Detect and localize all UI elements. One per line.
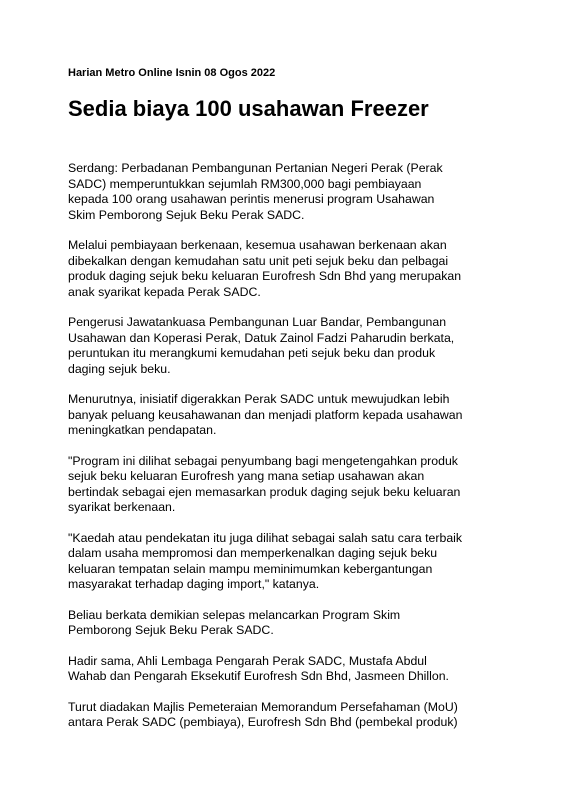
article-paragraph-3: Pengerusi Jawatankuasa Pembangunan Luar Bandar, Pembangunan Usahawan dan Koperasi Perak, Datuk Zainol Fadzi Paharudin berkata, peruntukan itu merangkumi kemudahan peti sejuk beku dan produk daging sejuk beku. [68,315,455,376]
article-paragraph-4: Menurutnya, inisiatif digerakkan Perak SADC untuk mewujudkan lebih banyak peluang keusahawanan dan menjadi platform kepada usahawan meningkatkan pendapatan. [68,392,463,437]
article-paragraph-1: Serdang: Perbadanan Pembangunan Pertanian Negeri Perak (Perak SADC) memperuntukkan sejumlah RM300,000 bagi pembiayaan kepada 100 orang usahawan perintis menerusi program Usahawan Skim Pemborong Sejuk Beku Perak SADC. [68,161,443,222]
article-paragraph-9: Turut diadakan Majlis Pemeteraian Memorandum Persefahaman (MoU) antara Perak SADC (pembiaya), Eurofresh Sdn Bhd (pembekal produk) [68,699,458,729]
source-dateline: Harian Metro Online Isnin 08 Ogos 2022 [68,67,276,79]
article-paragraph-5: "Program ini dilihat sebagai penyumbang bagi mengetengahkan produk sejuk beku keluaran Eurofresh yang mana setiap usahawan akan bertindak sebagai ejen memasarkan produk daging sejuk beku keluaran syarikat berkenaan. [68,453,461,514]
article-paragraph-6: "Kaedah atau pendekatan itu juga dilihat sebagai salah satu cara terbaik dalam usaha mempromosi dan memperkenalkan daging sejuk beku keluaran tempatan selain mampu meminimumkan kebergantungan masyarakat terhadap daging import," katanya. [68,530,463,591]
article-body [68,161,508,746]
article-paragraph-8: Hadir sama, Ahli Lembaga Pengarah Perak SADC, Mustafa Abdul Wahab dan Pengarah Eksekutif Eurofresh Sdn Bhd, Jasmeen Dhillon. [68,653,449,683]
article-paragraph-2: Melalui pembiayaan berkenaan, kesemua usahawan berkenaan akan dibekalkan dengan kemudahan satu unit peti sejuk beku dan pelbagai produk daging sejuk beku keluaran Eurofresh Sdn Bhd yang merupakan anak syarikat kepada Perak SADC. [68,238,462,299]
article-paragraph-7: Beliau berkata demikian selepas melancarkan Program Skim Pemborong Sejuk Beku Perak SADC. [68,607,401,637]
article-headline: Sedia biaya 100 usahawan Freezer [68,96,429,121]
